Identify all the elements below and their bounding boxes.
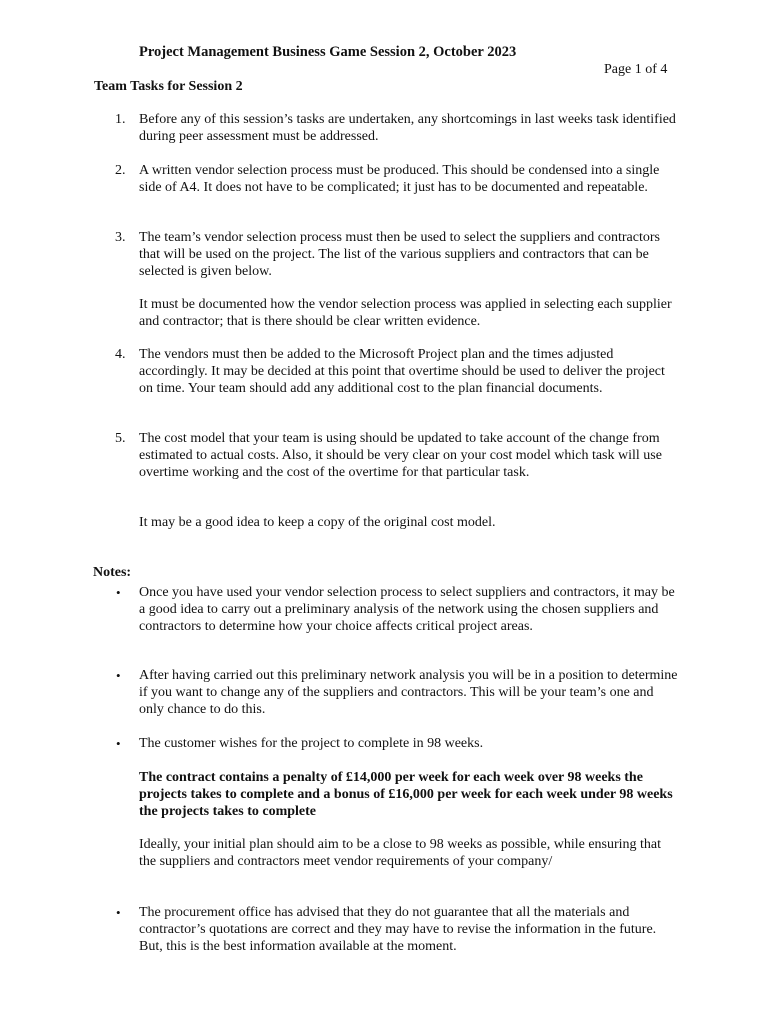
note-text: Once you have used your vendor selection process to select suppliers and contractors, it may be a good idea to carry out a preliminary analysis of the network using the chosen suppliers and contractors to determine how your choice affects critical project areas. bbox=[139, 585, 675, 634]
document-title: Project Management Business Game Session 2, October 2023 bbox=[139, 44, 517, 60]
page-number: Page 1 of 4 bbox=[604, 62, 668, 77]
task-number: 1. bbox=[115, 112, 126, 127]
penalty-bonus-text: The contract contains a penalty of £14,000 per week for each week over 98 weeks the projects takes to complete and a bonus of £16,000 per week for each week under 98 weeks the projects takes to complete bbox=[139, 770, 673, 819]
bullet-icon: • bbox=[116, 585, 121, 600]
task-text: A written vendor selection process must be produced. This should be condensed into a single side of A4. It does not have to be complicated; it just has to be documented and repeatable. bbox=[139, 163, 660, 195]
tasks-heading: Team Tasks for Session 2 bbox=[94, 79, 243, 94]
task-extra-text: It must be documented how the vendor selection process was applied in selecting each supplier and contractor; that is there should be clear written evidence. bbox=[139, 297, 672, 329]
task-number: 2. bbox=[115, 163, 126, 178]
task-text: The cost model that your team is using should be updated to take account of the change from estimated to actual costs. Also, it should be very clear on your cost model which task will use overtime working and the cost of the overtime for that particular task. bbox=[139, 431, 662, 480]
bullet-icon: • bbox=[116, 668, 121, 683]
task-number: 3. bbox=[115, 230, 126, 245]
note-text: After having carried out this preliminary network analysis you will be in a position to determine if you want to change any of the suppliers and contractors. This will be your team’s one and only chance to do this. bbox=[139, 668, 678, 717]
bullet-icon: • bbox=[116, 736, 121, 751]
note-extra-text: Ideally, your initial plan should aim to be a close to 98 weeks as possible, while ensuring that the suppliers and contractors meet vendor requirements of your company/ bbox=[139, 837, 662, 869]
task-text: The vendors must then be added to the Microsoft Project plan and the times adjusted accordingly. It may be decided at this point that overtime should be used to deliver the project on time. Your team should add any additional cost to the plan financial documents. bbox=[139, 347, 665, 396]
note-text: The customer wishes for the project to complete in 98 weeks. bbox=[139, 736, 484, 751]
note-text: The procurement office has advised that they do not guarantee that all the materials and contractor’s quotations are correct and they may have to revise the information in the future. But, this is the best information available at the moment. bbox=[139, 905, 657, 954]
task-text: The team’s vendor selection process must then be used to select the suppliers and contractors that will be used on the project. The list of the various suppliers and contractors that can be selected is given below. bbox=[139, 230, 660, 279]
task-number: 5. bbox=[115, 431, 126, 446]
task-extra-text: It may be a good idea to keep a copy of the original cost model. bbox=[139, 515, 496, 530]
task-text: Before any of this session’s tasks are undertaken, any shortcomings in last weeks task identified during peer assessment must be addressed. bbox=[139, 112, 676, 144]
bullet-icon: • bbox=[116, 905, 121, 920]
notes-heading: Notes: bbox=[93, 565, 132, 580]
task-number: 4. bbox=[115, 347, 126, 362]
